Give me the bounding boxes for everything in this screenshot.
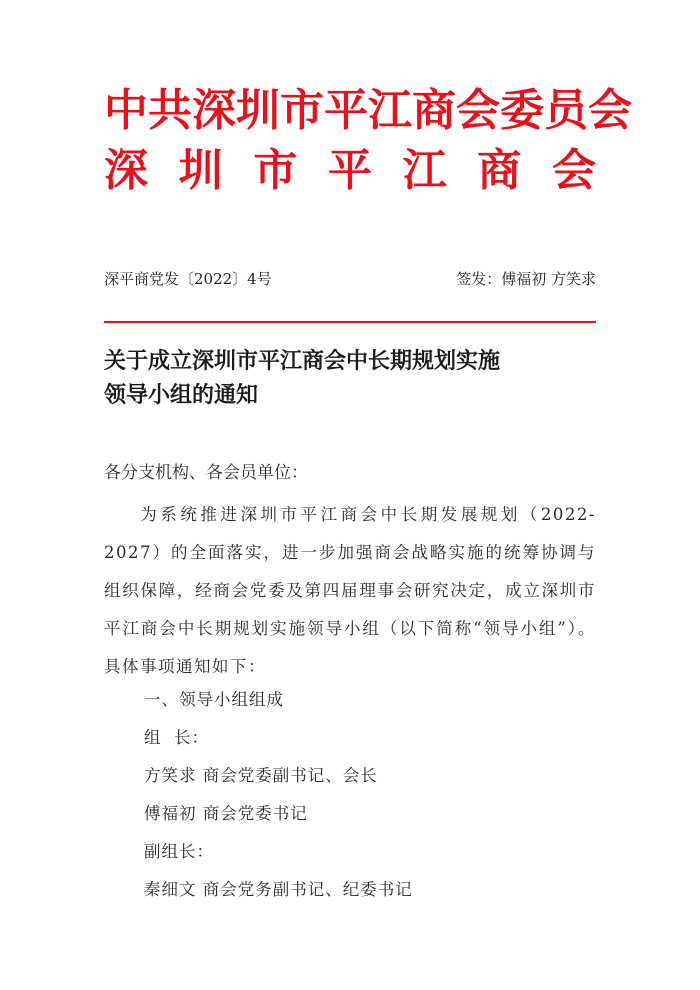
header-char: 市 — [253, 145, 298, 196]
title-line-1: 关于成立深圳市平江商会中长期规划实施 — [104, 348, 501, 374]
header-char: 江 — [402, 145, 447, 196]
document-number: 深平商党发〔2022〕4号 — [104, 270, 272, 288]
leader-entry: 傅福初 商会党委书记 — [144, 804, 308, 823]
leader-entry: 方笑求 商会党委副书记、会长 — [144, 766, 378, 785]
salutation: 各分支机构、各会员单位： — [104, 463, 308, 483]
header-char: 商 — [477, 145, 522, 196]
deputy-label: 副组长： — [144, 842, 214, 861]
deputy-entry: 秦细文 商会党务副书记、纪委书记 — [144, 880, 413, 899]
header-char: 会 — [551, 145, 596, 196]
header-char: 深 — [104, 145, 148, 196]
leader-label: 组 长： — [144, 728, 209, 747]
header-char: 平 — [327, 145, 372, 196]
document-header-line-1: 中共深圳市平江商会委员会 — [104, 85, 632, 136]
section-heading: 一、领导小组组成 — [144, 690, 284, 709]
issuer-signature: 签发：傅福初 方笑求 — [456, 270, 596, 288]
title-line-2: 领导小组的通知 — [104, 382, 259, 408]
document-header-line-2 — [104, 146, 596, 196]
body-paragraph: 为系统推进深圳市平江商会中长期发展规划（2022-2027）的全面落实，进一步加强商会战略实施的统筹协调与组织保障，经商会党委及第四届理事会研究决定，成立深圳市平江商会中长期规划实施领导小组（以下简称“领导小组”）。具体事项通知如下： — [104, 505, 596, 676]
document-title — [104, 344, 599, 412]
document-meta-row — [104, 268, 596, 289]
header-char: 圳 — [178, 145, 223, 196]
red-divider — [104, 321, 596, 323]
